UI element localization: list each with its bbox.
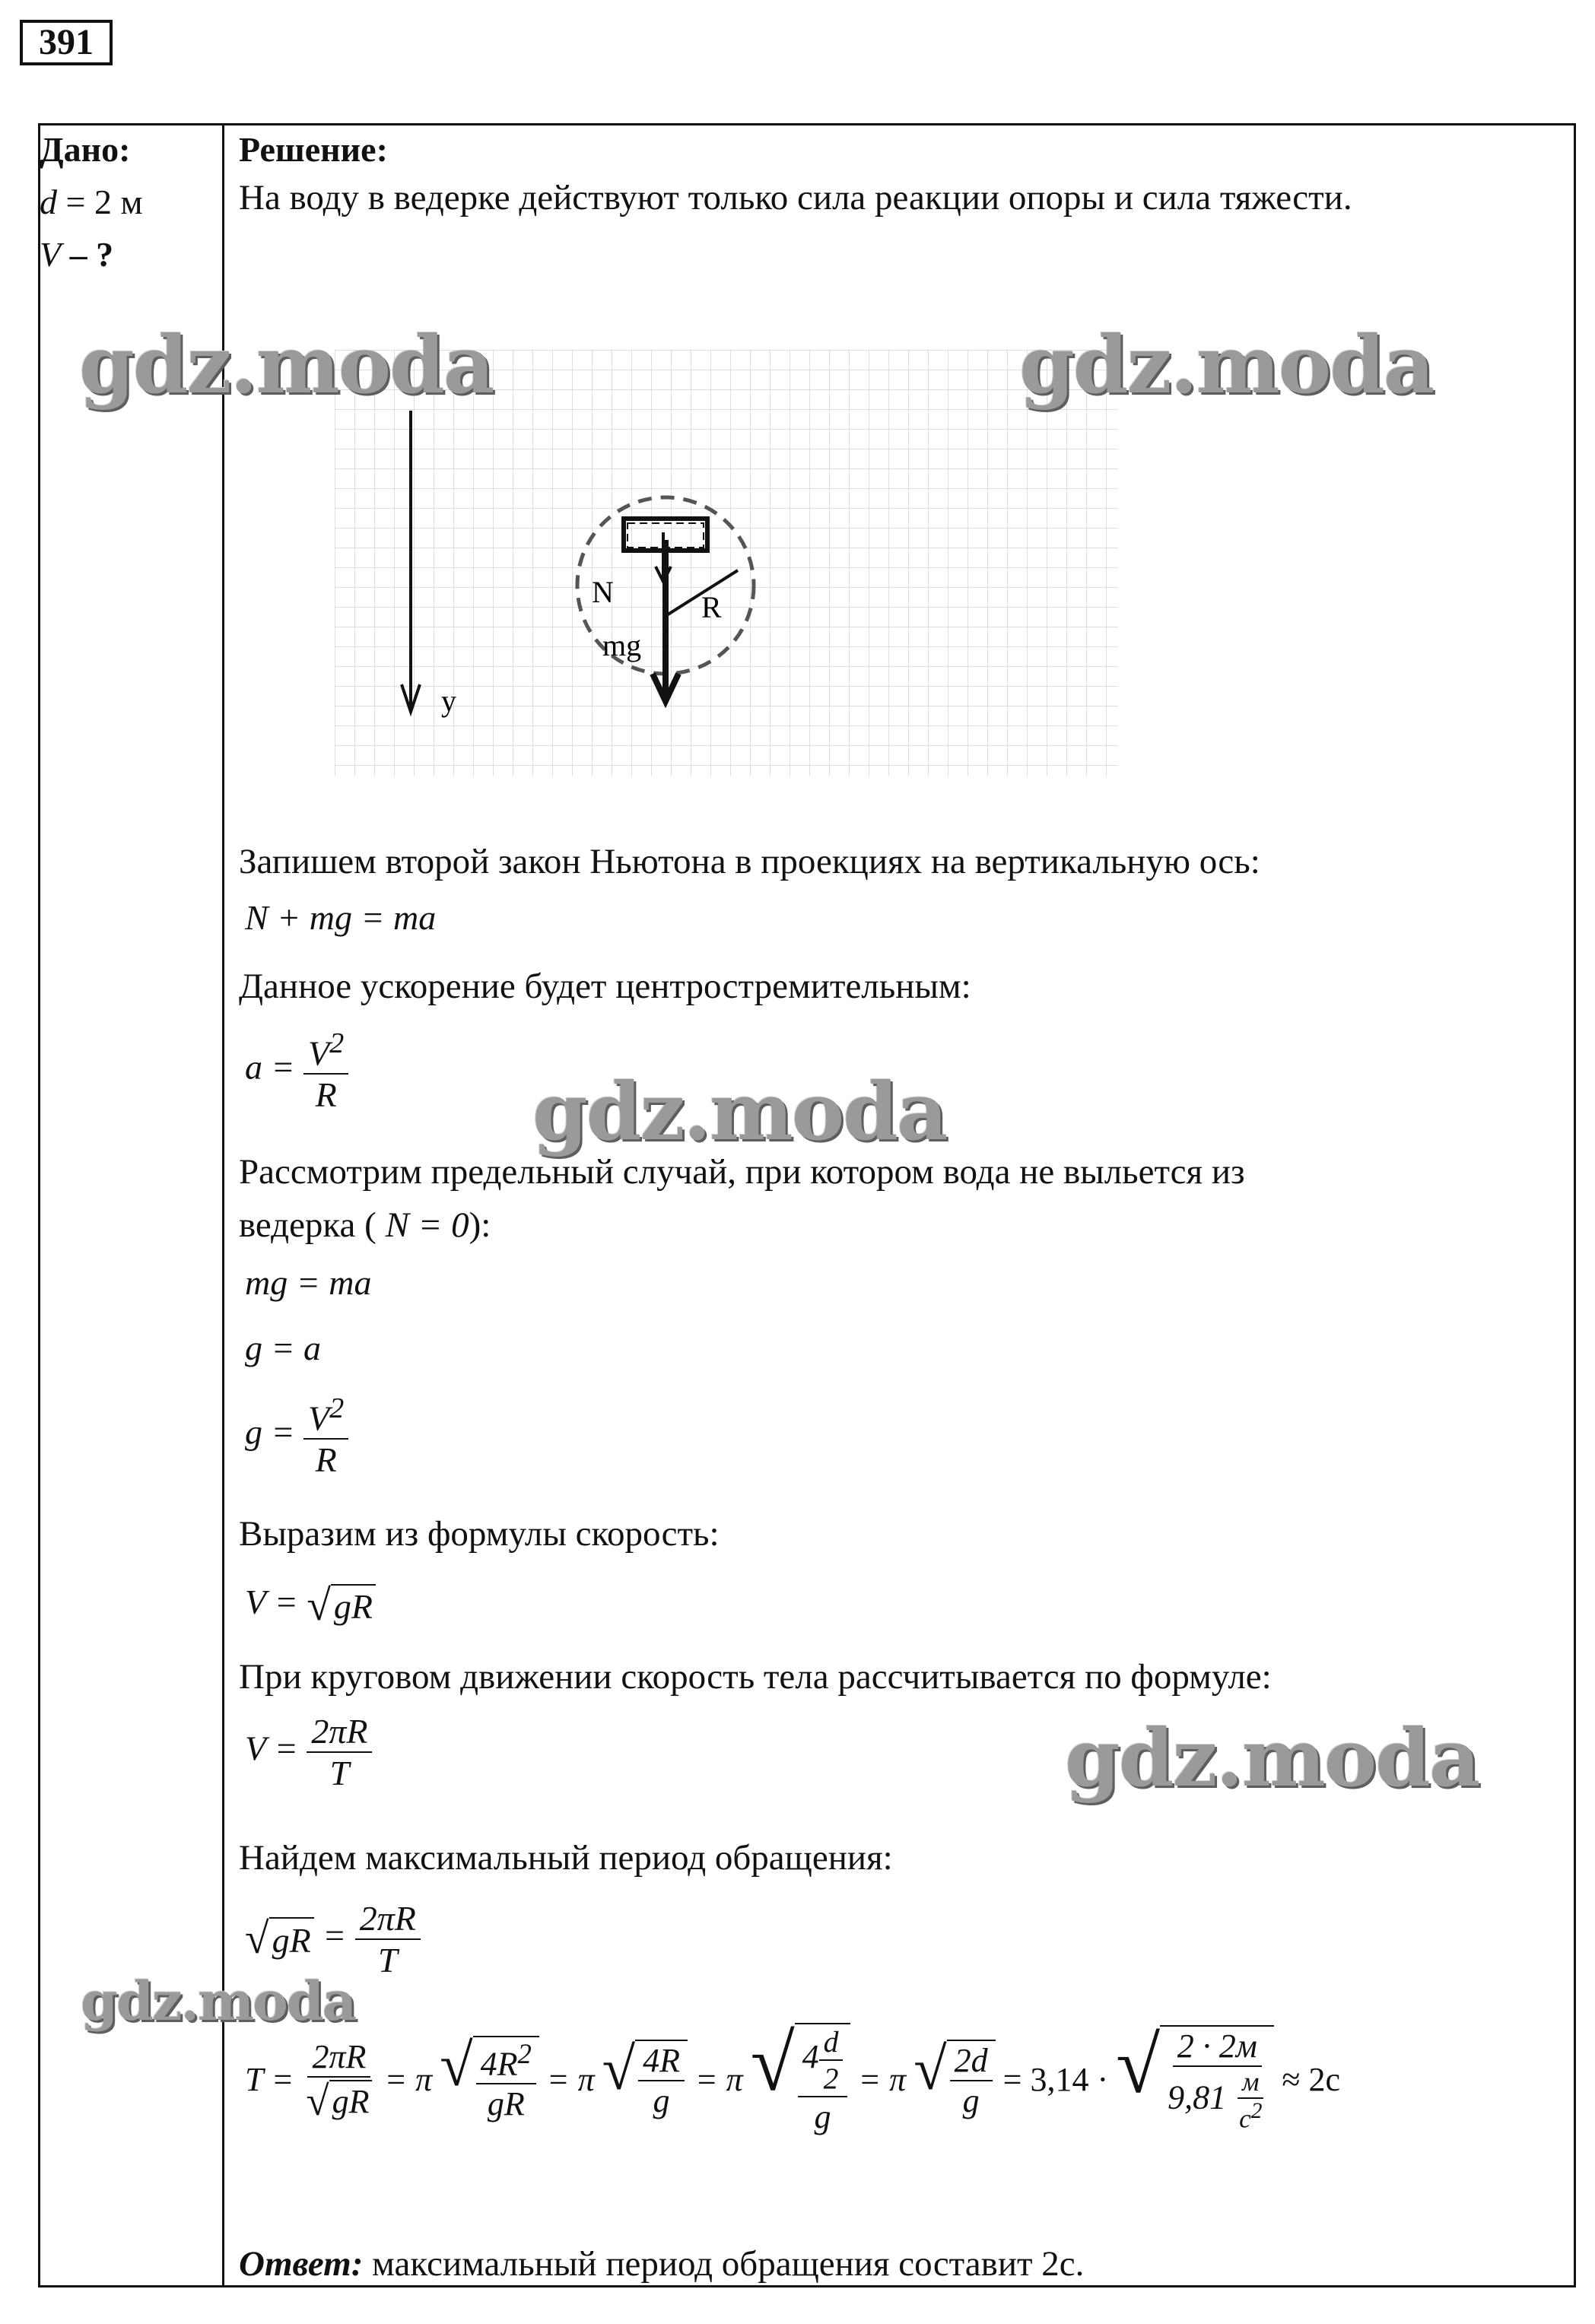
limit-text: Рассмотрим предельный случай, при котором вода не выльется из [239,1152,1245,1192]
eq-period-equality: √ gR = $\frac{2\pi R}{T}$ [245,1898,421,1980]
watermark: gdz.moda [1019,318,1434,411]
eq-period-result: T = 2πR √ gR = π √ $\frac{4R^2}{gR}$ = π √ $\frac{4R}{g}$ = π √ 4 $\frac{d}{2}$ g = π √ $\frac{2d}{g}$ = 3,14 · √ 2 · 2м 9,81 $\frac{м}{с^2}$ ≈ 2с [245,2018,1341,2135]
unknown-mark: – ? [69,235,114,274]
label-n: N [592,575,614,609]
eq-v-2pir: V = $\frac{2\pi R}{T}$ [245,1711,372,1793]
label-r: R [701,590,722,624]
watermark: gdz.moda [81,1970,356,2033]
watermark: gdz.moda [79,318,494,411]
newton-formula: N + mg = ma [245,898,437,937]
problem-number: 391 [20,20,113,65]
newton-text: Запишем второй закон Ньютона в проекциях на вертикальную ось: [239,842,1260,881]
watermark: gdz.moda [1065,1711,1479,1805]
eq-g-a: g = a [245,1329,322,1367]
given-unknown [40,234,219,275]
eq-v-sqrt: V = √ gR [245,1582,376,1627]
intro-text: На воду в ведерке действуют только сила реакции опоры и сила тяжести. [239,178,1352,217]
limit-text-open: ведерка ( [239,1205,377,1245]
period-text: Найдем максимальный период обращения: [239,1838,893,1878]
given-d [40,182,219,222]
label-mg: mg [602,628,642,662]
answer-label: Ответ: [239,2244,364,2284]
force-diagram [335,350,1118,776]
limit-text-close: ): [469,1205,491,1245]
label-y: y [441,684,456,718]
eq-g-v2r: g = $\frac{V^2}{R}$ [245,1392,348,1480]
limit-text-2 [239,1199,491,1252]
centripetal-formula: a = $\frac{V^2}{R}$ [245,1027,348,1115]
answer-line [239,2237,1084,2291]
circular-text: При круговом движении скорость тела рассчитывается по формуле: [239,1657,1272,1697]
d-symbol: d [40,183,57,221]
d-value: = 2 м [65,183,143,221]
result-approx: ≈ 2с [1282,2061,1341,2098]
answer-text: максимальный период обращения составит 2с. [372,2244,1085,2284]
express-text: Выразим из формулы скорость: [239,1514,720,1554]
solution-column [239,129,1562,224]
centripetal-text: Данное ускорение будет центростремительным: [239,967,971,1006]
given-header: Дано: [40,130,131,169]
given-column [40,129,219,275]
v-symbol: V [40,235,62,274]
watermark: gdz.moda [532,1065,947,1158]
result-value: 3,14 [1030,2061,1089,2098]
limit-condition: N = 0 [385,1205,469,1245]
column-divider [222,123,224,2287]
solution-header: Решение: [239,130,388,169]
eq-mg-ma: mg = ma [245,1263,372,1302]
